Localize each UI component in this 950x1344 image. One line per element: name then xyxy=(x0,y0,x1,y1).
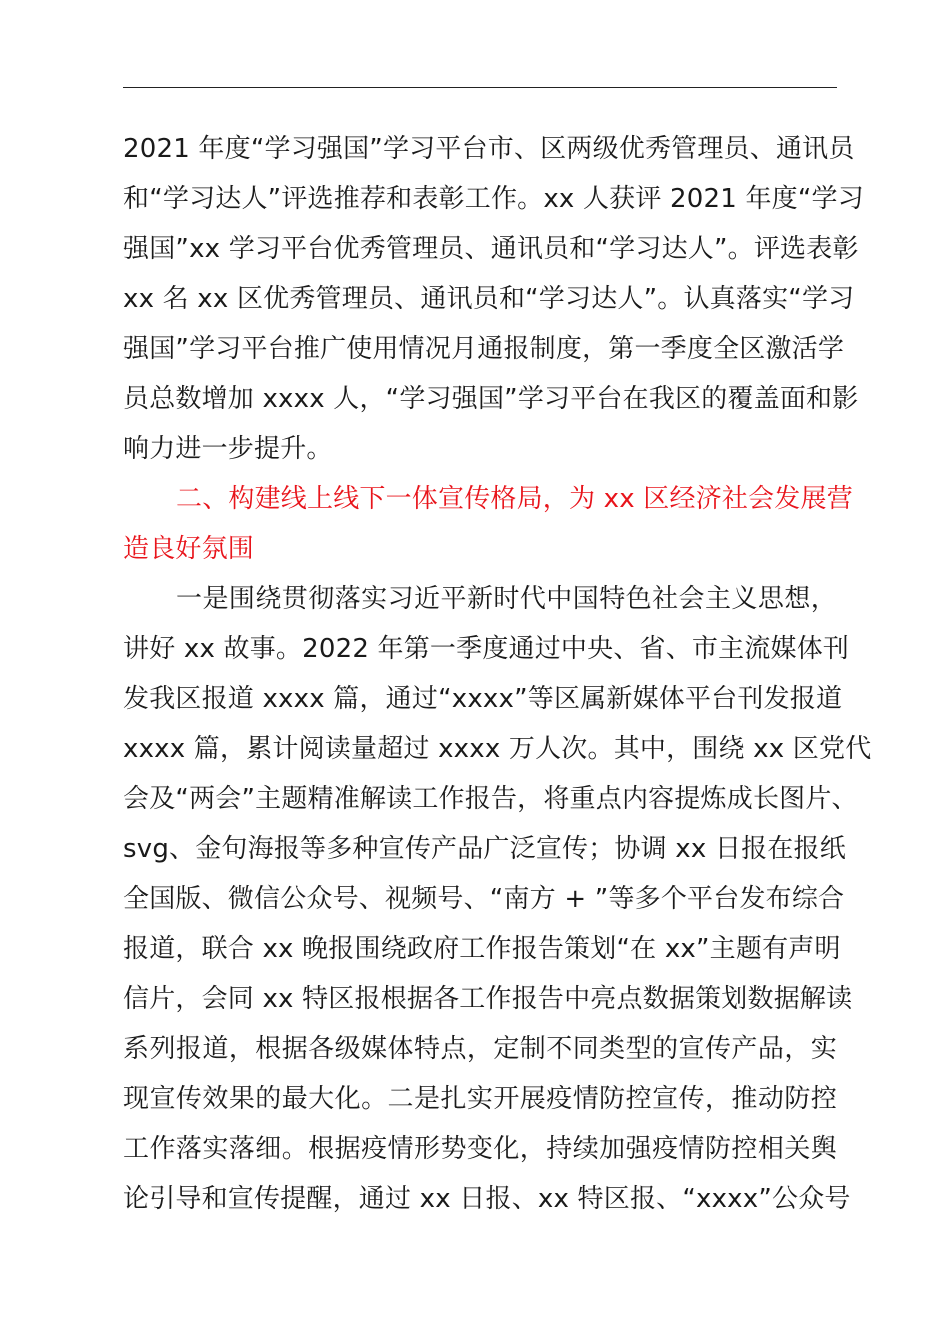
body-line: 员总数增加 xxxx 人，“学习强国”学习平台在我区的覆盖面和影 xyxy=(123,384,859,414)
body-line: 信片，会同 xx 特区报根据各工作报告中亮点数据策划数据解读 xyxy=(123,984,853,1014)
section-heading: 二、构建线上线下一体宣传格局，为 xx 区经济社会发展营 xyxy=(176,484,853,514)
body-line: 讲好 xx 故事。2022 年第一季度通过中央、省、市主流媒体刊 xyxy=(123,634,850,664)
body-line: 报道，联合 xx 晚报围绕政府工作报告策划“在 xx”主题有声明 xyxy=(123,934,841,964)
body-line: 强国”xx 学习平台优秀管理员、通讯员和“学习达人”。评选表彰 xyxy=(123,234,859,264)
header-rule xyxy=(123,87,837,88)
body-line: 响力进一步提升。 xyxy=(123,434,333,464)
body-line: 和“学习达人”评选推荐和表彰工作。xx 人获评 2021 年度“学习 xyxy=(123,184,864,214)
body-line: svg、金句海报等多种宣传产品广泛宣传；协调 xx 日报在报纸 xyxy=(123,834,846,864)
body-line: 工作落实落细。根据疫情形势变化，持续加强疫情防控相关舆 xyxy=(123,1134,837,1164)
body-line: 现宣传效果的最大化。二是扎实开展疫情防控宣传，推动防控 xyxy=(123,1084,837,1114)
body-line: 论引导和宣传提醒，通过 xx 日报、xx 特区报、“xxxx”公众号 xyxy=(123,1184,851,1214)
body-line: 一是围绕贯彻落实习近平新时代中国特色社会主义思想， xyxy=(176,584,837,614)
body-line: 全国版、微信公众号、视频号、“南方 + ”等多个平台发布综合 xyxy=(123,884,845,914)
body-line: 2021 年度“学习强国”学习平台市、区两级优秀管理员、通讯员 xyxy=(123,134,855,164)
body-line: 发我区报道 xxxx 篇，通过“xxxx”等区属新媒体平台刊发报道 xyxy=(123,684,843,714)
body-line: 系列报道，根据各级媒体特点，定制不同类型的宣传产品，实 xyxy=(123,1034,837,1064)
body-line: 会及“两会”主题精准解读工作报告，将重点内容提炼成长图片、 xyxy=(123,784,858,814)
body-line: 强国”学习平台推广使用情况月通报制度，第一季度全区激活学 xyxy=(123,334,845,364)
body-line: xxxx 篇，累计阅读量超过 xxxx 万人次。其中，围绕 xx 区党代 xyxy=(123,734,872,764)
body-line: xx 名 xx 区优秀管理员、通讯员和“学习达人”。认真落实“学习 xyxy=(123,284,855,314)
section-heading: 造良好氛围 xyxy=(123,534,255,564)
